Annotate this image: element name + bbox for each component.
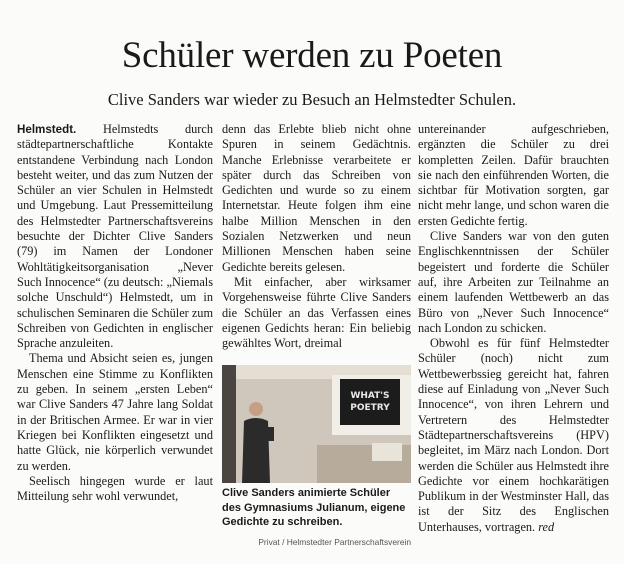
article-column-1 — [17, 122, 213, 504]
article-paragraph-6 — [418, 336, 609, 535]
screen-text-line-2: POETRY — [350, 403, 390, 413]
paragraph-6-text: Obwohl es für fünf Helmstedter Schüler (noch) nicht zum Wettbewerbssieg gereicht hat, fahren diese auf Einladung von „Never Such Innocence“, von ihren Lehrern und Vertretern des Helmstedter Städtepartnerschaftsvereins (HPV) begleitet, im März nach London. Dort werden die Schüler aus Helmstedt ihre Gedichte vor einem hochkarätigen Publikum in der Westminster Hall, das ist der Sitz des Englischen Unterhauses, vortragen. — [418, 336, 609, 534]
dateline: Helmstedt. — [17, 123, 77, 136]
author-tag: red — [538, 519, 555, 534]
article-photo — [222, 365, 411, 483]
subheadline: Clive Sanders war wieder zu Besuch an Helmstedter Schulen. — [107, 90, 517, 109]
headline: Schüler werden zu Poeten — [121, 35, 503, 76]
article-column-3 — [418, 122, 609, 535]
article-paragraph-1 — [17, 122, 213, 351]
article-paragraph-3-cont: denn das Erlebte blieb nicht ohne Spuren in seinem Gedächtnis. Manche Erlebnisse verarbeitete er später durch das Schreiben von Gedichten und wurde so zu einem Internetstar. Heute folgen ihm eine halbe Million Menschen in den Sozialen Netzwerken und neun Millionen Menschen haben seine Gedichte bereits gelesen. — [222, 122, 411, 274]
article-paragraph-3-start: Seelisch hingegen wurde er laut Mitteilung sehr wohl verwundet, — [17, 473, 213, 504]
article-paragraph-2: Thema und Absicht seien es, jungen Menschen eine Stimme zu Konflikten zu geben. In seinem „ersten Leben“ war Clive Sanders 47 Jahre lang Soldat in der Britischen Armee. Er war in vier Kriegen bei Konflikten eingesetzt und hatte Glück, nie körperlich verwundet zu werden. — [17, 351, 213, 473]
article-column-2 — [222, 122, 411, 351]
screen-text-line-1: WHAT'S — [350, 391, 390, 401]
article-paragraph-5: Clive Sanders war von den guten Englischkenntnissen der Schüler begeistert und forderte die Schüler auf, ihre Arbeiten zur Teilnahme an einem laufenden Wettbewerb an das Büro von „Never Such Innocence“ nach London zu schicken. — [418, 229, 609, 335]
paragraph-1-text: Helmstedts durch städtepartnerschaftliche Kontakte entstandene Verbindung nach London besteht weiter, und das zum Nutzen der Schüler an vier Schulen in Helmstedt und Umgebung. Laut Pressemitteilung des Helmstedter Partnerschaftsvereins besuchte der Dichter Clive Sanders (79) im Namen der Londoner Wohltätigkeitsorganisation „Never Such Innocence“ (zu deutsch: „Niemals solche Unschuld“) Helmstedt, um in schulischen Seminaren die Schüler zum Schreiben von Gedichten in englischer Sprache anzuleiten. — [17, 122, 214, 351]
photo-caption: Clive Sanders animierte Schüler des Gymnasiums Julianum, eigene Gedichte zu schreiben. — [222, 487, 406, 529]
classroom-photo-image — [222, 365, 411, 483]
article-paragraph-4-cont: untereinander aufgeschrieben, ergänzten die Schüler zu drei kompletten Zeilen. Dafür brauchten sie nach den einführenden Worten, die sichtbar für Motivation sorgten, gar nicht mehr lange, und schon waren die ersten Gedichte fertig. — [418, 122, 609, 228]
photo-credit: Privat / Helmstedter Partnerschaftsverein — [258, 537, 411, 547]
article-paragraph-4-start: Mit einfacher, aber wirksamer Vorgehensweise führte Clive Sanders die Schüler an das Verfassen eines eigenen Gedichts heran: Ein beliebig gewähltes Wort, dreimal — [222, 274, 411, 351]
